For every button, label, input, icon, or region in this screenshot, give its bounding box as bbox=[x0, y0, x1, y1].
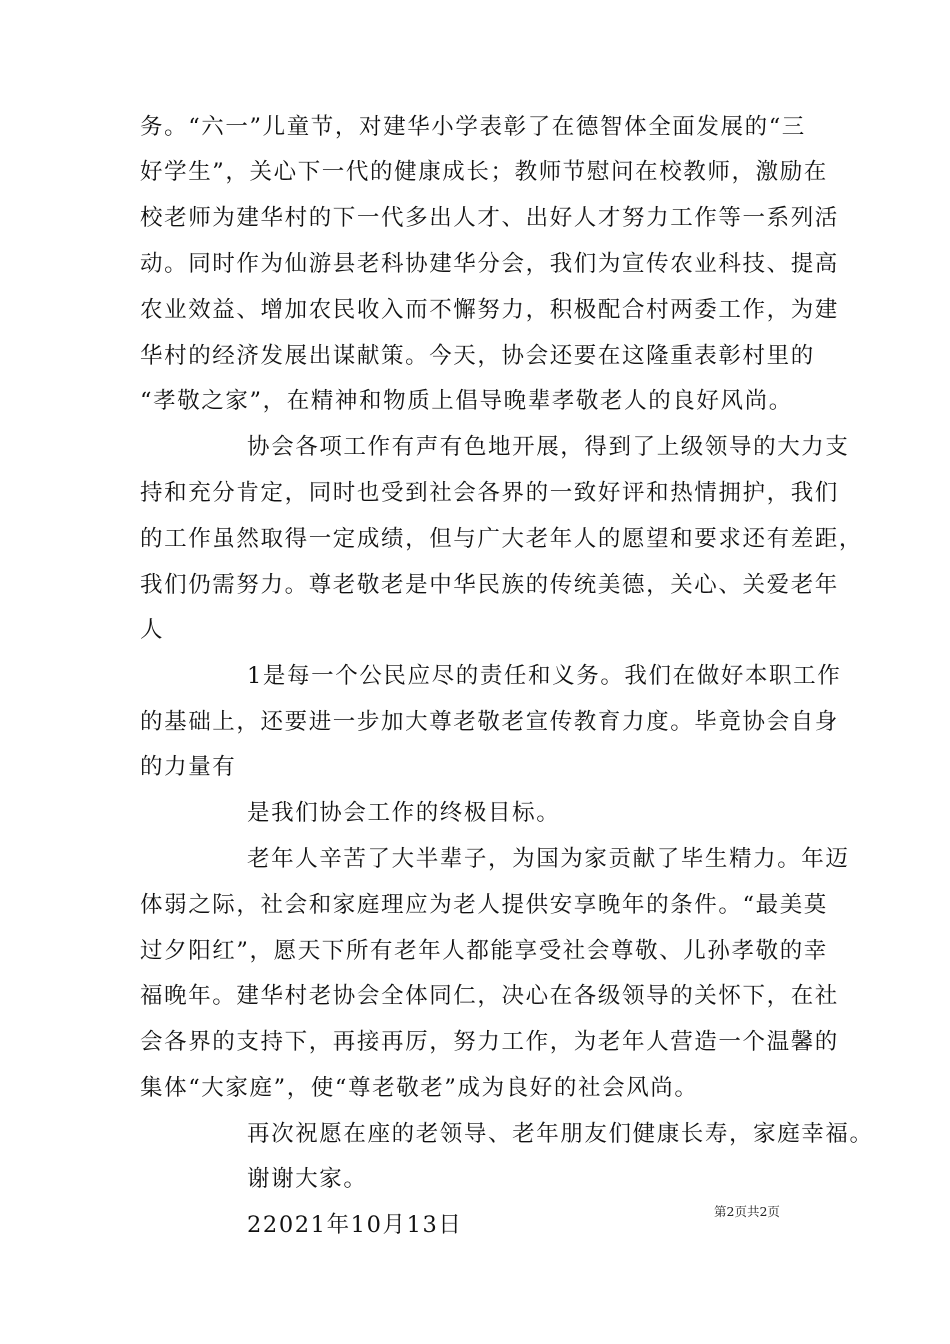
body-line-4: 动。同时作为仙游县老科协建华分会，我们为宣传农业科技、提高 bbox=[140, 251, 839, 277]
body-line-11: 我们仍需努力。尊老敬老是中华民族的传统美德，关心、关爱老年 bbox=[140, 572, 839, 598]
closing-thanks: 谢谢大家。 bbox=[247, 1166, 368, 1192]
body-line-1: 务。“六一”儿童节，对建华小学表彰了在德智体全面发展的“三 bbox=[140, 114, 806, 140]
body-line-16: 是我们协会工作的终极目标。 bbox=[247, 800, 561, 826]
body-line-2: 好学生”，关心下一代的健康成长；教师节慰问在校教师，激励在 bbox=[140, 159, 828, 185]
body-line-10: 的工作虽然取得一定成绩，但与广大老年人的愿望和要求还有差距， bbox=[140, 526, 864, 552]
body-line-3: 校老师为建华村的下一代多出人才、出好人才努力工作等一系列活 bbox=[140, 205, 839, 231]
body-line-14: 的基础上，还要进一步加大尊老敬老宣传教育力度。毕竟协会自身 bbox=[140, 709, 839, 735]
body-line-19: 过夕阳红”，愿天下所有老年人都能享受社会尊敬、儿孙孝敬的幸 bbox=[140, 938, 828, 964]
page-number-footer: 第2页共2页 bbox=[714, 1204, 780, 1219]
body-line-22: 集体“大家庭”，使“尊老敬老”成为良好的社会风尚。 bbox=[140, 1075, 699, 1101]
body-line-9: 持和充分肯定，同时也受到社会各界的一致好评和热情拥护，我们 bbox=[140, 480, 839, 506]
body-line-8: 协会各项工作有声有色地开展，得到了上级领导的大力支 bbox=[247, 434, 850, 460]
body-line-15: 的力量有 bbox=[140, 754, 237, 780]
body-line-17: 老年人辛苦了大半辈子，为国为家贡献了毕生精力。年迈 bbox=[247, 846, 850, 872]
body-line-20: 福晚年。建华村老协会全体同仁，决心在各级领导的关怀下，在社 bbox=[140, 983, 839, 1009]
body-line-12: 人 bbox=[140, 617, 165, 643]
body-line-6: 华村的经济发展出谋献策。今天，协会还要在这隆重表彰村里的 bbox=[140, 343, 815, 369]
body-line-18: 体弱之际，社会和家庭理应为老人提供安享晚年的条件。“最美莫 bbox=[140, 892, 828, 918]
body-line-5: 农业效益、增加农民收入而不懈努力，积极配合村两委工作，为建 bbox=[140, 297, 839, 323]
body-line-13: 1是每一个公民应尽的责任和义务。我们在做好本职工作 bbox=[247, 663, 842, 689]
closing-wishes: 再次祝愿在座的老领导、老年朋友们健康长寿，家庭幸福。 bbox=[247, 1121, 874, 1147]
body-line-7: “孝敬之家”，在精神和物质上倡导晚辈孝敬老人的良好风尚。 bbox=[140, 388, 793, 414]
body-line-21: 会各界的支持下，再接再厉，努力工作，为老年人营造一个温馨的 bbox=[140, 1029, 839, 1055]
closing-date: 22021年10月13日 bbox=[247, 1212, 463, 1238]
